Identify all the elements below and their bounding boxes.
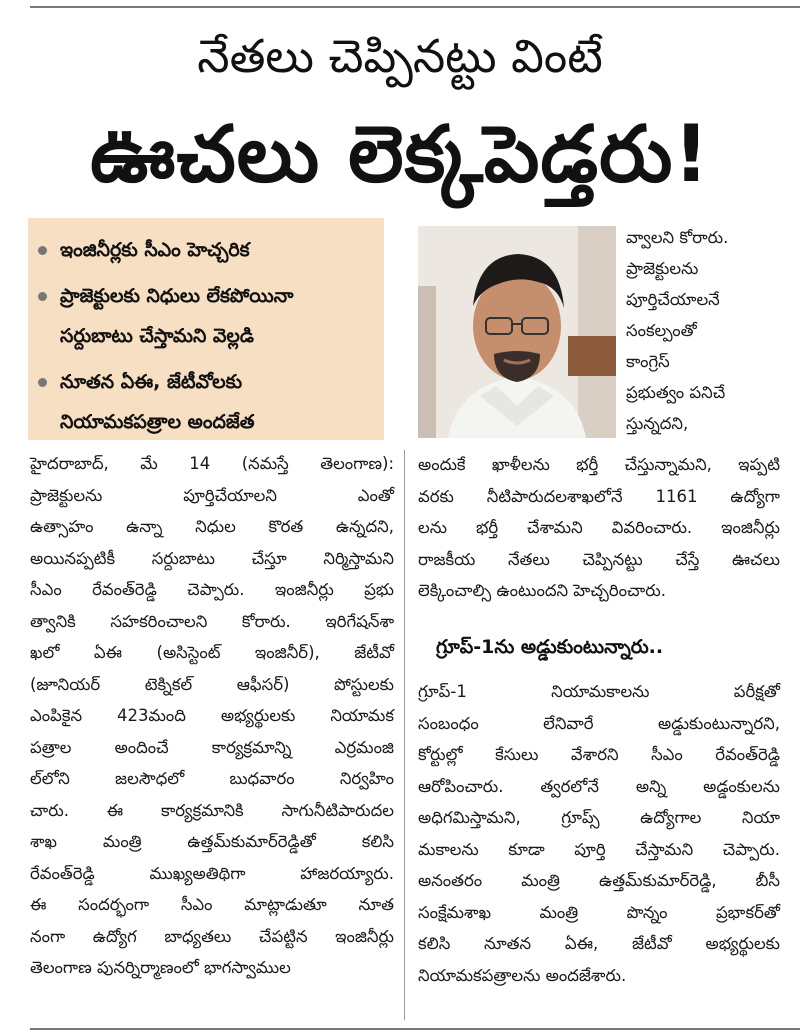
- text-line: సీఎం రేవంత్‌రెడ్డి చెప్పారు. ఇంజినీర్లు ప్రభు: [30, 580, 394, 599]
- text-line: మకాలను కూడా పూర్తి చేస్తామని చెప్పారు.: [418, 839, 780, 859]
- text-line: వరకు నీటిపారుదలశాఖలోనే 1161 ఉద్యోగా: [418, 486, 780, 506]
- text-line: త్వానికి సహకరించాలని కోరారు. ఇరిగేషన్‌శా: [30, 611, 394, 631]
- text-line: శాఖ మంత్రి ఉత్తమ్‌కుమార్‌రెడ్డితో కలిసి: [30, 832, 394, 851]
- text-line: గ్రూప్-1 నియామకాలను పరీక్షతో: [418, 682, 780, 701]
- text-line: లను భర్తీ చేశామని వివరించారు. ఇంజినీర్లు: [418, 518, 780, 537]
- text-line: సంక్షేమశాఖ మంత్రి పొన్నం ప్రభాకర్‌తో: [418, 902, 780, 922]
- text-line: కాంగ్రెస్: [626, 352, 670, 371]
- text-line: అందుకే ఖాళీలను భర్తీ చేస్తున్నామని, ఇప్పటి: [418, 455, 780, 474]
- text-line: లెక్కించాల్సి ఉంటుందని హెచ్చరించారు.: [418, 581, 666, 600]
- text-line: నంగా ఉద్యోగ బాధ్యతలు చేపట్టిన ఇంజినీర్లు: [30, 926, 394, 946]
- text-line: ఈ సందర్భంగా సీఎం మాట్లాడుతూ నూత: [30, 895, 394, 914]
- text-line: రేవంత్‌రెడ్డి ముఖ్యఅతిథిగా హాజరయ్యారు.: [30, 863, 394, 883]
- bullet-icon: [38, 246, 52, 255]
- top-rule: [30, 6, 800, 8]
- portrait-photo: [418, 226, 616, 438]
- text-line: ఎంపికైన 423మంది అభ్యర్థులకు నియామక: [30, 706, 394, 725]
- wrap-text-column: [626, 222, 786, 439]
- text-line: పత్రాల అందించే కార్యక్రమాన్ని ఎర్రమంజి: [30, 737, 394, 757]
- text-line: ఉత్సాహం ఉన్నా నిధుల కొరత ఉన్నదని,: [30, 517, 394, 536]
- highlight-item: [38, 276, 374, 356]
- text-line: (జూనియర్ టెక్నికల్ ఆఫీసర్) పోస్టులకు: [30, 674, 394, 694]
- column-divider: [404, 450, 405, 1020]
- text-line: ల్‌లోని జలసౌధలో బుధవారం నిర్వహిం: [30, 769, 394, 788]
- highlight-text: సర్దుబాటు చేస్తామని వెల్లడి: [60, 325, 254, 347]
- bullet-icon: [38, 378, 52, 387]
- text-line: ప్రాజెక్టులను: [626, 259, 699, 278]
- text-line: సంకల్పంతో: [626, 321, 697, 340]
- bottom-rule: [30, 1028, 800, 1030]
- right-column-top: [418, 449, 780, 607]
- right-column-bottom: [418, 676, 780, 991]
- left-column: [30, 448, 394, 984]
- text-line: చారు. ఈ కార్యక్రమానికి సాగునీటిపారుదల: [30, 800, 394, 820]
- highlight-item: [38, 230, 374, 270]
- text-line: కలిసి నూతన ఏఈ, జేటీవో అభ్యర్థులకు: [418, 934, 780, 953]
- text-line: అధిగమిస్తామని, గ్రూప్స్ ఉద్యోగాల నియా: [418, 808, 780, 827]
- highlight-item: [38, 362, 374, 442]
- text-line: రాజకీయ నేతలు చెప్పినట్టు చేస్తే ఊచలు: [418, 549, 780, 569]
- bullet-icon: [38, 292, 52, 301]
- text-line: తెలంగాణ పునర్నిర్మాణంలో భాగస్వాముల: [30, 958, 291, 977]
- headline-line-1: నేతలు చెప్పినట్టు వింటే: [197, 29, 603, 83]
- text-line: ప్రభుత్వం పనిచే: [626, 383, 726, 402]
- text-line: ఖలో ఏఈ (అసిస్టెంట్ ఇంజినీర్), జేటీవో: [30, 643, 394, 662]
- text-line: ప్రాజెక్టులను పూర్తిచేయాలని ఎంతో: [30, 485, 394, 505]
- highlight-text: నూతన ఏఈ, జేటీవోలకు: [60, 371, 243, 393]
- highlight-text: ప్రాజెక్టులకు నిధులు లేకపోయినా: [60, 285, 294, 307]
- text-line: వ్వాలని కోరారు.: [626, 228, 729, 247]
- text-line: కోర్టుల్లో కేసులు వేశారని సీఎం రేవంత్‌రెడ్డి: [418, 745, 780, 764]
- headline-line-2: ఊచలు లెక్కపెడ్తరు!: [90, 110, 710, 200]
- text-line: స్తున్నదని,: [626, 414, 689, 433]
- highlight-text: ఇంజినీర్లకు సీఎం హెచ్చరిక: [60, 239, 250, 261]
- section-subhead: గ్రూప్-1ను అడ్డుకుంటున్నారు..: [436, 636, 664, 658]
- text-line: అయినప్పటికీ సర్దుబాటు చేస్తూ నిర్మిస్తామని: [30, 548, 394, 568]
- highlights-box: [28, 218, 384, 440]
- text-line: హైదరాబాద్, మే 14 (నమస్తే తెలంగాణ):: [30, 454, 394, 473]
- portrait-illustration: [418, 226, 616, 438]
- text-line: అనంతరం మంత్రి ఉత్తమ్‌కుమార్‌రెడ్డి, బీసీ: [418, 871, 780, 890]
- highlight-text: నియామకపత్రాల అందజేత: [60, 411, 255, 433]
- text-line: సంబంధం లేనివారే అడ్డుకుంటున్నారని,: [418, 713, 780, 733]
- text-line: నియామకపత్రాలను అందజేశారు.: [418, 965, 627, 985]
- text-line: పూర్తిచేయాలనే: [626, 290, 720, 309]
- text-line: ఆరోపించారు. త్వరలోనే అన్ని అడ్డంకులను: [418, 776, 780, 796]
